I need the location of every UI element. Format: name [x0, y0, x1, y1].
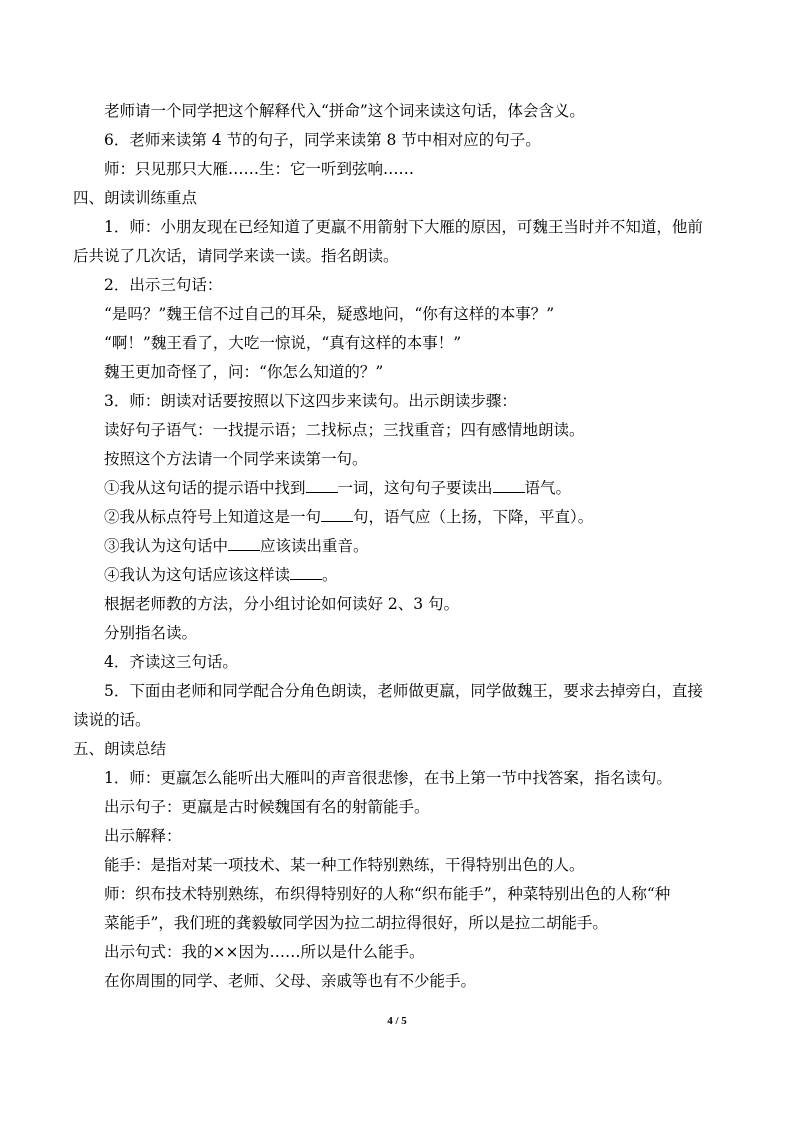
section-heading: 五、朗读总结: [73, 740, 167, 758]
paragraph: 师：只见那只大雁……生：它一听到弦响……: [104, 160, 415, 178]
item-text: ①我从这句话的提示语中找到: [104, 479, 306, 497]
paragraph: 师：织布技术特别熟练，布织得特别好的人称“织布能手”，种菜特别出色的人称“种: [104, 885, 671, 903]
paragraph: 出示句子：更羸是古时候魏国有名的射箭能手。: [104, 798, 430, 816]
paragraph-continuation: 菜能手”，我们班的龚毅敏同学因为拉二胡拉得很好，所以是拉二胡能手。: [104, 914, 608, 932]
quote-line: 魏王更加奇怪了，问：“你怎么知道的？”: [104, 363, 384, 381]
page-number: 4 / 5: [387, 1015, 407, 1027]
paragraph: 3．师：朗读对话要按照以下这四步来读句。出示朗读步骤：: [104, 392, 517, 410]
paragraph-continuation: 读说的话。: [73, 711, 151, 729]
paragraph: 出示解释：: [104, 827, 182, 845]
item-text: 应该读出重音。: [260, 537, 369, 555]
item-text: ④我认为这句话应该这样读: [104, 566, 291, 584]
item-text: ③我认为这句话中: [104, 537, 229, 555]
paragraph: 2．出示三句话：: [104, 276, 223, 294]
fill-in-blank: [228, 535, 260, 551]
paragraph: 按照这个方法请一个同学来读第一句。: [104, 450, 368, 468]
item-text: 一词，这句句子要读出: [337, 479, 493, 497]
item-text: 。: [322, 566, 338, 584]
paragraph: 6．老师来读第 4 节的句子，同学来读第 8 节中相对应的句子。: [104, 131, 541, 149]
document-body: [73, 97, 733, 996]
section-heading: 四、朗读训练重点: [73, 189, 198, 207]
fill-in-blank: [493, 477, 525, 493]
item-text: ②我从标点符号上知道这是一句: [104, 508, 322, 526]
paragraph: 能手：是指对某一项技术、某一种工作特别熟练，干得特别出色的人。: [104, 856, 585, 874]
fill-in-blank: [321, 506, 353, 522]
item-text: 句，语气应（上扬，下降，平直）。: [353, 508, 594, 526]
paragraph: 根据老师教的方法，分小组讨论如何读好 2、3 句。: [104, 595, 460, 613]
fill-in-item-4: [73, 561, 733, 590]
fill-in-blank: [290, 564, 322, 580]
quote-line: “啊！”魏王看了，大吃一惊说，“真有这样的本事！”: [104, 334, 462, 352]
fill-in-blank: [306, 477, 338, 493]
paragraph: 分别指名读。: [104, 624, 198, 642]
paragraph-continuation: 后共说了几次话，请同学来读一读。指名朗读。: [73, 247, 399, 265]
fill-in-item-3: [73, 532, 733, 561]
paragraph: 4．齐读这三句话。: [104, 653, 238, 671]
fill-in-item-2: [73, 503, 733, 532]
paragraph: 出示句式：我的××因为……所以是什么能手。: [104, 943, 425, 961]
quote-line: “是吗？”魏王信不过自己的耳朵，疑惑地问，“你有这样的本事？”: [104, 305, 555, 323]
paragraph: 5．下面由老师和同学配合分角色朗读，老师做更羸，同学做魏王，要求去掉旁白，直接: [104, 682, 703, 700]
paragraph: 在你周围的同学、老师、父母、亲戚等也有不少能手。: [104, 972, 477, 990]
paragraph: 读好句子语气：一找提示语；二找标点；三找重音；四有感情地朗读。: [104, 421, 585, 439]
item-text: 语气。: [524, 479, 572, 497]
paragraph: 1．师：小朋友现在已经知道了更羸不用箭射下大雁的原因，可魏王当时并不知道，他前: [104, 218, 703, 236]
paragraph: 老师请一个同学把这个解释代入“拼命”这个词来读这句话，体会含义。: [104, 102, 585, 120]
fill-in-item-1: [73, 474, 733, 503]
paragraph: 1．师：更羸怎么能听出大雁叫的声音很悲惨，在书上第一节中找答案，指名读句。: [104, 769, 672, 787]
